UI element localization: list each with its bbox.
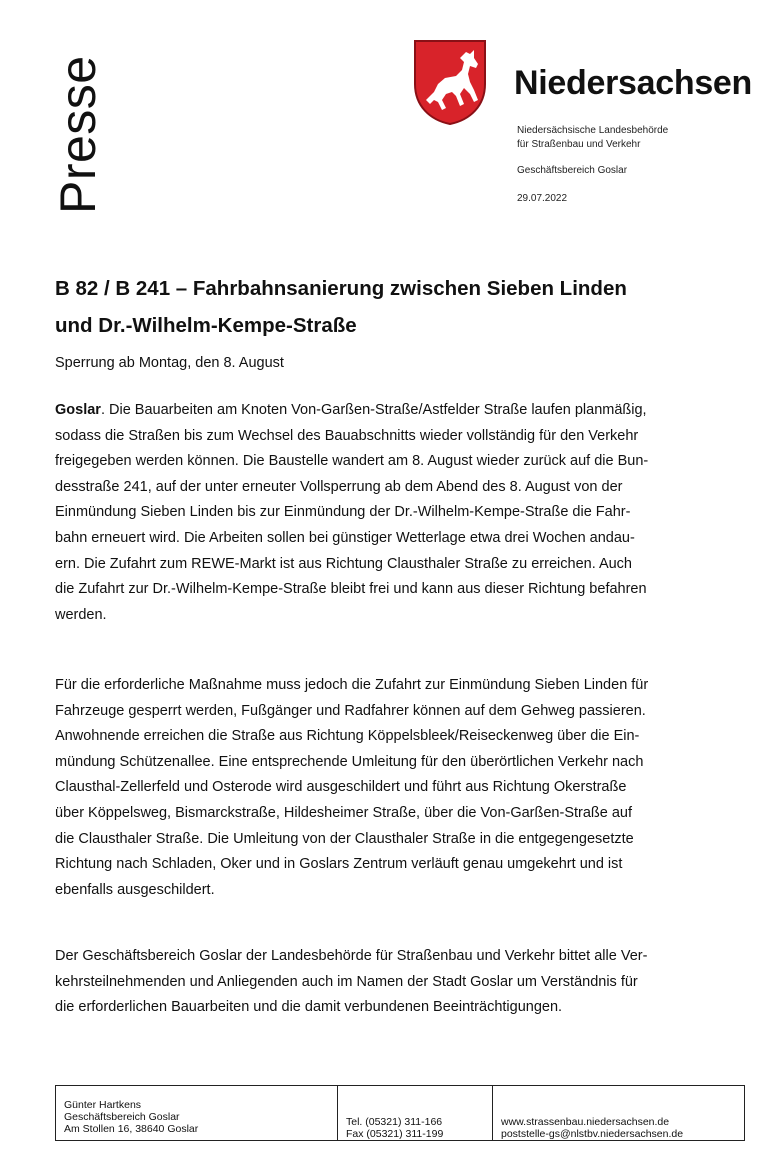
paragraph-1-line: Einmündung Sieben Linden bis zur Einmündung der Dr.-Wilhelm-Kempe-Straße die Fahr- — [55, 504, 631, 521]
paragraph-1 — [55, 398, 745, 628]
contact-division: Geschäftsbereich Goslar — [64, 1111, 180, 1123]
headline — [55, 270, 745, 344]
horse-crest-icon — [412, 38, 488, 126]
footer-contact-person — [56, 1086, 338, 1140]
paragraph-3-line: kehrsteilnehmenden und Anliegenden auch im Namen der Stadt Goslar um Verständnis für — [55, 973, 638, 990]
paragraph-1-line — [55, 398, 745, 424]
paragraph-1-line: die Zufahrt zur Dr.-Wilhelm-Kempe-Straße bleibt frei und kann aus dieser Richtung befahren — [55, 581, 647, 598]
contact-name: Günter Hartkens — [64, 1099, 142, 1111]
paragraph-2-line: mündung Schützenallee. Eine entsprechende Umleitung für den überörtlichen Verkehr nach — [55, 753, 644, 770]
contact-address: Am Stollen 16, 38640 Goslar — [64, 1123, 199, 1135]
paragraph-2 — [55, 673, 745, 903]
paragraph-1-line: freigegeben werden können. Die Baustelle wandert am 8. August wieder zurück auf die Bun- — [55, 453, 649, 470]
website-link[interactable]: www.strassenbau.niedersachsen.de — [501, 1116, 670, 1128]
contact-fax: Fax (05321) 311-199 — [346, 1128, 444, 1140]
paragraph-2-line: über Köppelsweg, Bismarckstraße, Hildesheimer Straße, über die Von-Garßen-Straße auf — [55, 804, 633, 821]
division-name: Geschäftsbereich Goslar — [517, 165, 628, 176]
contact-phone: Tel. (05321) 311-166 — [346, 1116, 443, 1128]
paragraph-2-line: Fahrzeuge gesperrt werden, Fußgänger und Radfahrer können auf dem Gehweg passieren. — [55, 702, 646, 719]
subtitle: Sperrung ab Montag, den 8. August — [55, 355, 284, 371]
authority-line-1: Niedersächsische Landesbehörde — [517, 125, 669, 136]
paragraph-2-line: Clausthal-Zellerfeld und Osterode wird ausgeschildert und führt aus Richtung Okerstraße — [55, 779, 627, 796]
paragraph-3-line: die erforderlichen Bauarbeiten und die damit verbundenen Beeinträchtigungen. — [55, 999, 563, 1016]
press-date: 29.07.2022 — [517, 193, 568, 204]
brand-name: Niedersachsen — [514, 64, 753, 102]
paragraph-2-line: Anwohnende erreichen die Straße aus Richtung Köppelsbleek/Reiseckenweg über die Ein- — [55, 728, 640, 745]
footer-phone-fax — [338, 1086, 493, 1140]
email-link[interactable]: poststelle-gs@nlstbv.niedersachsen.de — [501, 1128, 684, 1140]
paragraph-1-line: bahn erneuert wird. Die Arbeiten sollen bei günstiger Wetterlage etwa drei Wochen andau- — [55, 529, 635, 546]
headline-line-2: und Dr.-Wilhelm-Kempe-Straße — [55, 314, 357, 337]
headline-line-1: B 82 / B 241 – Fahrbahnsanierung zwischen Sieben Linden — [55, 277, 627, 300]
paragraph-2-line: die Clausthaler Straße. Die Umleitung von der Clausthaler Straße in die entgegengesetzte — [55, 830, 634, 847]
paragraph-1-line: desstraße 241, auf der unter erneuter Vollsperrung ab dem Abend des 8. August von der — [55, 478, 623, 495]
paragraph-2-line: ebenfalls ausgeschildert. — [55, 881, 215, 898]
contact-footer — [55, 1085, 745, 1141]
paragraph-3 — [55, 944, 745, 1021]
paragraph-1-line: werden. — [55, 606, 107, 623]
paragraph-1-line: ern. Die Zufahrt zum REWE-Markt ist aus Richtung Clausthaler Straße zu erreichen. Auch — [55, 555, 632, 572]
paragraph-1-line: sodass die Straßen bis zum Wechsel des Bauabschnitts wieder vollständig für den Verkehr — [55, 427, 639, 444]
paragraph-3-line: Der Geschäftsbereich Goslar der Landesbehörde für Straßenbau und Verkehr bittet alle Ver- — [55, 948, 648, 964]
dateline-city: Goslar — [55, 402, 101, 418]
authority-line-2: für Straßenbau und Verkehr — [517, 139, 641, 150]
presse-side-label: Presse — [50, 55, 106, 214]
footer-web-email — [493, 1086, 744, 1140]
paragraph-2-line: Richtung nach Schladen, Oker und in Goslars Zentrum verläuft genau umgekehrt und ist — [55, 856, 623, 873]
paragraph-2-line: Für die erforderliche Maßnahme muss jedoch die Zufahrt zur Einmündung Sieben Linden für — [55, 677, 649, 693]
paragraph-1-line-text: . Die Bauarbeiten am Knoten Von-Garßen-Straße/Astfelder Straße laufen planmäßig, — [100, 402, 647, 418]
